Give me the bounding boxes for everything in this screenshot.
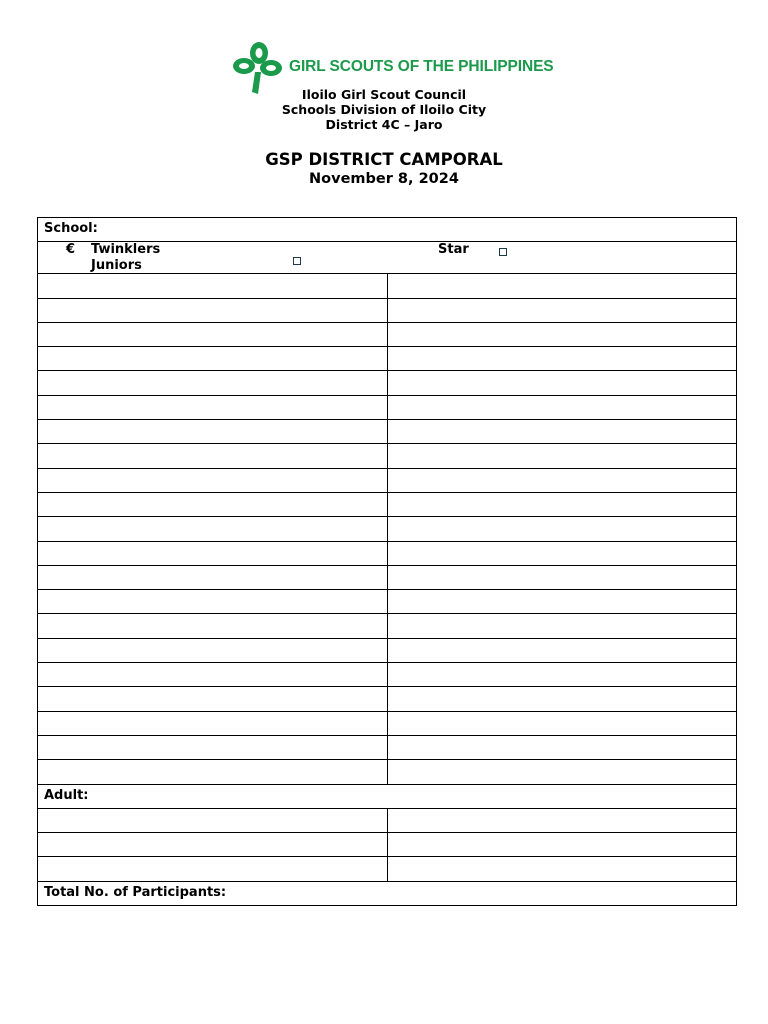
scout-row — [38, 298, 737, 322]
scout-row — [38, 395, 737, 419]
scout-row — [38, 760, 737, 784]
scout-row — [38, 468, 737, 492]
scout-cell[interactable] — [38, 298, 388, 322]
scout-cell[interactable] — [38, 541, 388, 565]
scout-cell[interactable] — [387, 468, 737, 492]
scout-row — [38, 541, 737, 565]
scout-cell[interactable] — [38, 347, 388, 371]
scout-cell[interactable] — [38, 590, 388, 614]
scout-cell[interactable] — [38, 517, 388, 541]
scout-row — [38, 420, 737, 444]
scout-cell[interactable] — [387, 298, 737, 322]
scout-cell[interactable] — [387, 638, 737, 662]
scout-row — [38, 492, 737, 516]
district-name: District 4C – Jaro — [325, 117, 443, 132]
scout-row — [38, 371, 737, 395]
scout-cell[interactable] — [38, 565, 388, 589]
adult-rows — [38, 808, 737, 881]
scout-cell[interactable] — [38, 735, 388, 759]
adult-cell[interactable] — [387, 808, 737, 832]
adult-cell[interactable] — [38, 857, 388, 881]
scout-row — [38, 444, 737, 468]
event-date: November 8, 2024 — [309, 171, 459, 187]
adult-cell[interactable] — [38, 808, 388, 832]
scout-cell[interactable] — [38, 371, 388, 395]
scout-cell[interactable] — [387, 492, 737, 516]
scout-cell[interactable] — [38, 663, 388, 687]
scout-row — [38, 711, 737, 735]
scout-cell[interactable] — [38, 468, 388, 492]
scout-cell[interactable] — [38, 395, 388, 419]
scout-cell[interactable] — [38, 420, 388, 444]
scout-cell[interactable] — [38, 760, 388, 784]
scout-cell[interactable] — [38, 687, 388, 711]
participants-form — [37, 217, 737, 906]
logo-text: GIRL SCOUTS OF THE PHILIPPINES — [289, 58, 554, 75]
scout-cell[interactable] — [387, 517, 737, 541]
scout-cell[interactable] — [38, 274, 388, 298]
scout-row — [38, 590, 737, 614]
category-twinklers: Twinklers — [91, 242, 161, 258]
school-field[interactable] — [38, 218, 737, 242]
scout-cell[interactable] — [387, 274, 737, 298]
scout-rows — [38, 274, 737, 784]
category-row — [38, 242, 737, 274]
scout-cell[interactable] — [387, 735, 737, 759]
scout-row — [38, 274, 737, 298]
scout-row — [38, 663, 737, 687]
adult-row — [38, 808, 737, 832]
scout-cell[interactable] — [387, 565, 737, 589]
adult-cell[interactable] — [387, 857, 737, 881]
council-name: Iloilo Girl Scout Council — [301, 87, 467, 102]
scout-row — [38, 638, 737, 662]
scout-cell[interactable] — [387, 590, 737, 614]
total-field[interactable] — [38, 881, 737, 905]
scout-row — [38, 735, 737, 759]
division-name: Schools Division of Iloilo City — [281, 102, 487, 117]
scout-cell[interactable] — [387, 687, 737, 711]
scout-row — [38, 517, 737, 541]
scout-cell[interactable] — [387, 420, 737, 444]
scout-cell[interactable] — [387, 711, 737, 735]
adult-header — [38, 784, 737, 808]
scout-cell[interactable] — [387, 444, 737, 468]
category-star: Star — [438, 242, 469, 258]
adult-cell[interactable] — [38, 833, 388, 857]
scout-cell[interactable] — [38, 322, 388, 346]
scout-row — [38, 347, 737, 371]
checkbox-star[interactable] — [499, 248, 507, 256]
euro-bullet-icon: € — [66, 242, 76, 258]
scout-cell[interactable] — [387, 395, 737, 419]
scout-cell[interactable] — [38, 492, 388, 516]
adult-cell[interactable] — [387, 833, 737, 857]
school-label: School: — [44, 221, 98, 236]
scout-cell[interactable] — [387, 347, 737, 371]
adult-label: Adult: — [44, 787, 89, 803]
event-title: GSP DISTRICT CAMPORAL — [265, 150, 503, 169]
scout-row — [38, 565, 737, 589]
scout-cell[interactable] — [387, 371, 737, 395]
scout-cell[interactable] — [38, 444, 388, 468]
adult-row — [38, 833, 737, 857]
scout-cell[interactable] — [387, 663, 737, 687]
scout-cell[interactable] — [387, 322, 737, 346]
scout-row — [38, 322, 737, 346]
scout-row — [38, 614, 737, 638]
scout-cell[interactable] — [38, 614, 388, 638]
scout-cell[interactable] — [38, 711, 388, 735]
scout-cell[interactable] — [38, 638, 388, 662]
scout-cell[interactable] — [387, 614, 737, 638]
scout-cell[interactable] — [387, 760, 737, 784]
total-label: Total No. of Participants: — [44, 884, 227, 900]
adult-row — [38, 857, 737, 881]
scout-cell[interactable] — [387, 541, 737, 565]
checkbox-juniors[interactable] — [293, 257, 301, 265]
scout-row — [38, 687, 737, 711]
category-juniors: Juniors — [91, 258, 142, 274]
